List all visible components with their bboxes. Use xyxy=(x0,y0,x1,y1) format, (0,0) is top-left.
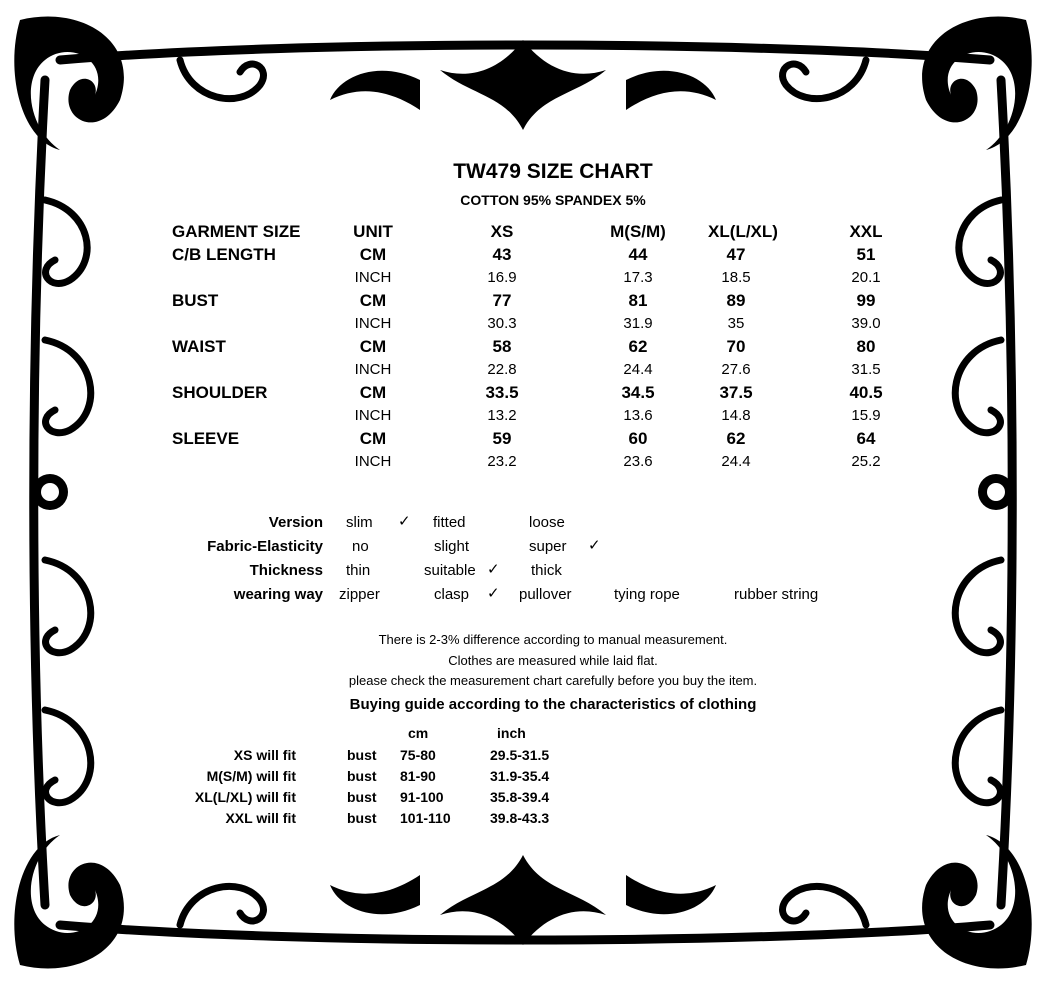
header-size-m: M(S/M) xyxy=(610,222,666,241)
option-thin: thin xyxy=(346,562,371,579)
option-super: super xyxy=(529,538,567,555)
guide-size: XXL will fit xyxy=(225,810,296,826)
note-line: There is 2-3% difference according to manual measurement. xyxy=(378,632,728,647)
guide-size: M(S/M) will fit xyxy=(206,768,296,784)
cell-value: 51 xyxy=(856,245,876,264)
guide-part: bust xyxy=(347,789,377,805)
cell-value: 15.9 xyxy=(851,407,881,424)
fabric-composition: COTTON 95% SPANDEX 5% xyxy=(460,192,646,208)
guide-inch: 35.8-39.4 xyxy=(490,789,550,805)
cell-value: 37.5 xyxy=(719,383,753,402)
label-fabric-elasticity: Fabric-Elasticity xyxy=(207,538,323,555)
check-icon: ✓ xyxy=(487,561,500,578)
cell-value: 13.2 xyxy=(487,407,517,424)
unit-inch: INCH xyxy=(354,315,392,332)
option-zipper: zipper xyxy=(339,586,380,603)
row-label-cb-length: C/B LENGTH xyxy=(172,245,276,264)
unit-inch: INCH xyxy=(354,407,392,424)
header-size-xl: XL(L/XL) xyxy=(708,222,778,241)
unit-cm: CM xyxy=(359,429,387,448)
cell-value: 22.8 xyxy=(487,361,517,378)
cell-value: 23.6 xyxy=(623,453,653,470)
cell-value: 31.9 xyxy=(623,315,653,332)
cell-value: 24.4 xyxy=(721,453,751,470)
option-clasp: clasp xyxy=(434,586,470,603)
header-size-xs: XS xyxy=(490,222,514,241)
guide-cm: 75-80 xyxy=(400,747,436,763)
cell-value: 33.5 xyxy=(485,383,519,402)
cell-value: 24.4 xyxy=(623,361,653,378)
cell-value: 25.2 xyxy=(851,453,881,470)
cell-value: 20.1 xyxy=(851,269,881,286)
check-icon: ✓ xyxy=(487,585,500,602)
cell-value: 30.3 xyxy=(487,315,517,332)
header-garment-size: GARMENT SIZE xyxy=(172,222,301,241)
unit-cm: CM xyxy=(359,245,387,264)
label-version: Version xyxy=(268,514,323,531)
cell-value: 58 xyxy=(492,337,512,356)
label-wearing-way: wearing way xyxy=(233,586,323,603)
cell-value: 80 xyxy=(856,337,876,356)
cell-value: 64 xyxy=(856,429,876,448)
cell-value: 60 xyxy=(628,429,648,448)
row-label-waist: WAIST xyxy=(172,337,226,356)
guide-part: bust xyxy=(347,747,377,763)
guide-part: bust xyxy=(347,810,377,826)
guide-inch: 29.5-31.5 xyxy=(490,747,550,763)
guide-inch: 31.9-35.4 xyxy=(490,768,550,784)
guide-inch: 39.8-43.3 xyxy=(490,810,550,826)
guide-header-inch: inch xyxy=(497,725,526,741)
check-icon: ✓ xyxy=(398,513,411,530)
option-thick: thick xyxy=(531,562,562,579)
row-label-bust: BUST xyxy=(172,291,219,310)
option-pullover: pullover xyxy=(519,586,572,603)
cell-value: 14.8 xyxy=(721,407,751,424)
option-loose: loose xyxy=(529,514,565,531)
cell-value: 18.5 xyxy=(721,269,751,286)
check-icon: ✓ xyxy=(588,537,601,554)
cell-value: 44 xyxy=(628,245,648,264)
unit-inch: INCH xyxy=(354,453,392,470)
cell-value: 89 xyxy=(726,291,746,310)
guide-cm: 101-110 xyxy=(400,810,451,826)
unit-inch: INCH xyxy=(354,361,392,378)
cell-value: 47 xyxy=(726,245,746,264)
cell-value: 59 xyxy=(492,429,512,448)
cell-value: 40.5 xyxy=(849,383,883,402)
guide-cm: 91-100 xyxy=(400,789,444,805)
cell-value: 39.0 xyxy=(851,315,881,332)
row-label-shoulder: SHOULDER xyxy=(172,383,268,402)
page-title: TW479 SIZE CHART xyxy=(453,160,653,183)
cell-value: 27.6 xyxy=(721,361,751,378)
cell-value: 13.6 xyxy=(623,407,653,424)
cell-value: 31.5 xyxy=(851,361,881,378)
guide-part: bust xyxy=(347,768,377,784)
option-tying-rope: tying rope xyxy=(614,586,680,603)
unit-cm: CM xyxy=(359,337,387,356)
guide-size: XL(L/XL) will fit xyxy=(194,789,296,805)
label-thickness: Thickness xyxy=(249,562,323,579)
unit-inch: INCH xyxy=(354,269,392,286)
cell-value: 62 xyxy=(726,429,746,448)
cell-value: 35 xyxy=(727,315,745,332)
guide-cm: 81-90 xyxy=(400,768,436,784)
cell-value: 62 xyxy=(628,337,648,356)
buying-guide-title: Buying guide according to the characteristics of clothing xyxy=(349,696,757,713)
unit-cm: CM xyxy=(359,291,387,310)
cell-value: 34.5 xyxy=(621,383,655,402)
cell-value: 17.3 xyxy=(623,269,653,286)
cell-value: 70 xyxy=(726,337,746,356)
cell-value: 23.2 xyxy=(487,453,517,470)
header-size-xxl: XXL xyxy=(849,222,883,241)
option-slight: slight xyxy=(434,538,470,555)
cell-value: 16.9 xyxy=(487,269,517,286)
unit-cm: CM xyxy=(359,383,387,402)
cell-value: 43 xyxy=(492,245,512,264)
cell-value: 81 xyxy=(628,291,648,310)
option-no: no xyxy=(352,538,369,555)
cell-value: 77 xyxy=(492,291,512,310)
guide-size: XS will fit xyxy=(233,747,296,763)
option-fitted: fitted xyxy=(433,514,466,531)
option-suitable: suitable xyxy=(424,562,476,579)
row-label-sleeve: SLEEVE xyxy=(172,429,240,448)
header-unit: UNIT xyxy=(353,222,393,241)
guide-header-cm: cm xyxy=(408,725,429,741)
note-line: please check the measurement chart carefully before you buy the item. xyxy=(348,673,758,688)
option-slim: slim xyxy=(346,514,373,531)
cell-value: 99 xyxy=(856,291,876,310)
note-line: Clothes are measured while laid flat. xyxy=(448,653,658,668)
option-rubber-string: rubber string xyxy=(734,586,819,603)
